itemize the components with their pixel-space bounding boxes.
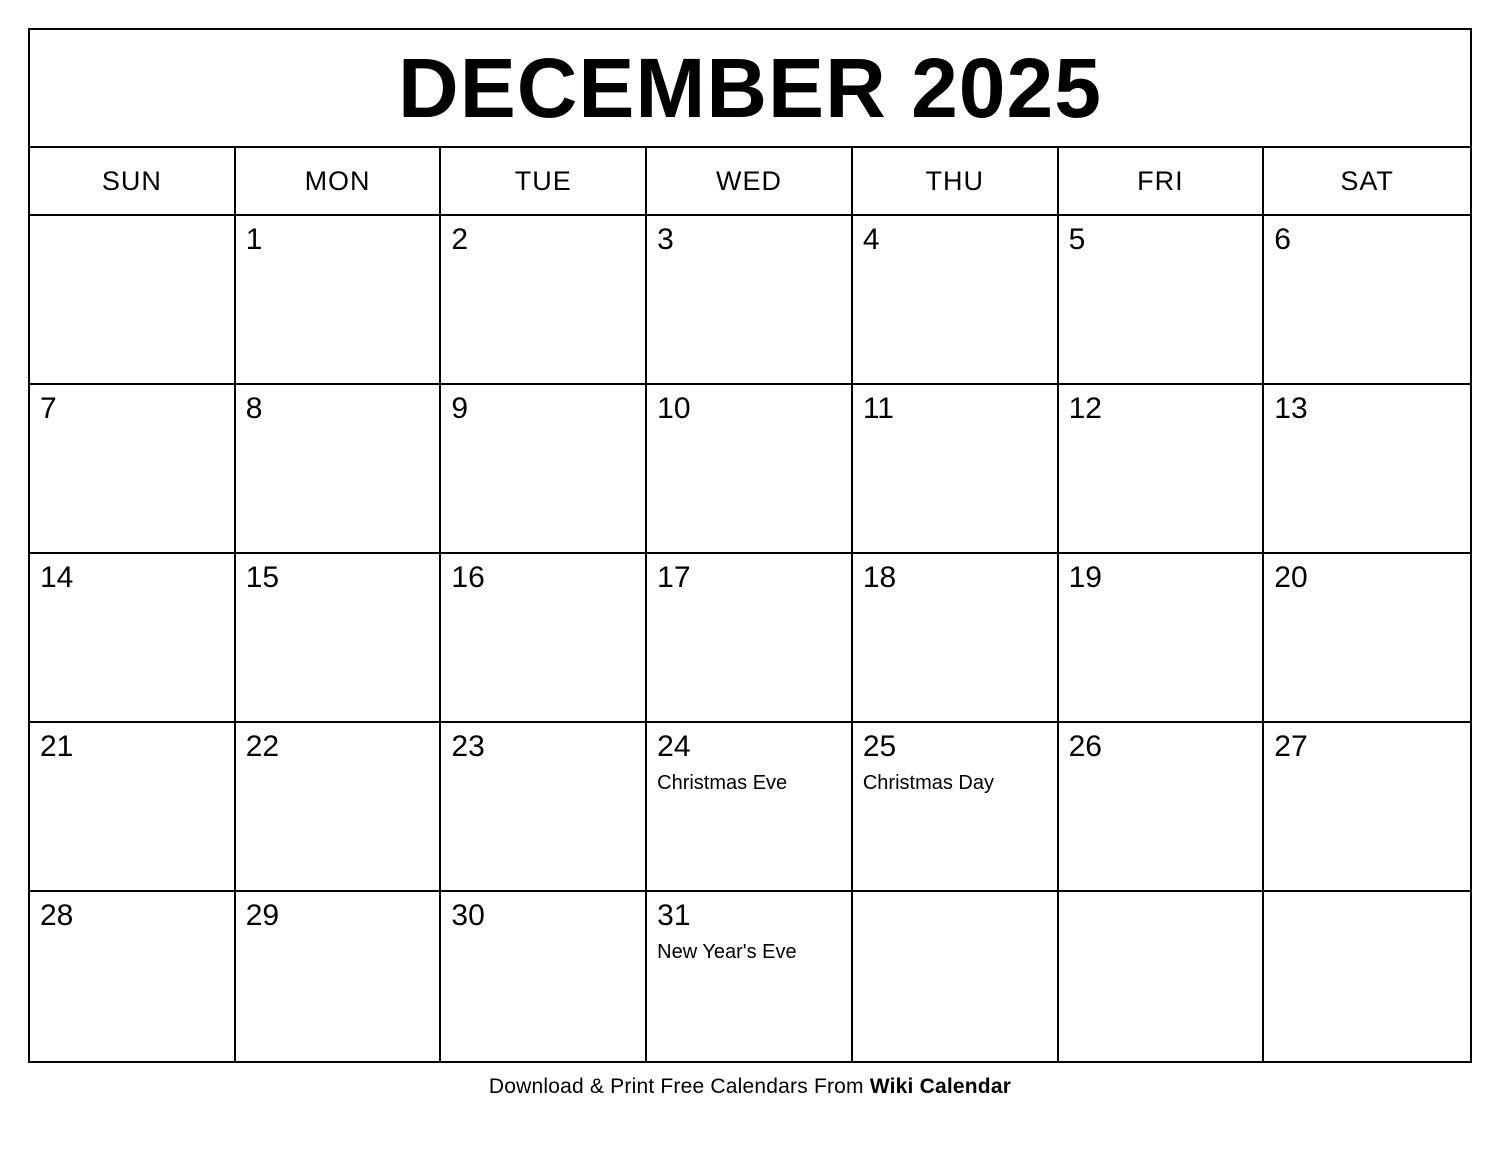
day-cell[interactable]	[1264, 385, 1470, 552]
weekday-header-tue: TUE	[441, 148, 647, 214]
weekday-header-row	[30, 148, 1470, 216]
calendar-grid	[28, 28, 1472, 1063]
day-cell[interactable]	[441, 216, 647, 383]
day-cell[interactable]	[236, 892, 442, 1061]
day-number: 11	[862, 392, 894, 425]
day-number: 30	[451, 899, 485, 932]
day-number: 28	[40, 899, 74, 932]
day-number: 23	[451, 730, 485, 763]
weekday-header-wed: WED	[647, 148, 853, 214]
week-row	[30, 554, 1470, 723]
day-number: 8	[245, 392, 263, 425]
day-event: Christmas Day	[862, 771, 994, 794]
day-cell[interactable]	[236, 385, 442, 552]
day-cell[interactable]	[441, 892, 647, 1061]
day-cell[interactable]	[853, 216, 1059, 383]
weekday-header-sun: SUN	[30, 148, 236, 214]
day-number: 9	[451, 392, 469, 425]
day-cell[interactable]	[647, 385, 853, 552]
day-number: 1	[245, 223, 263, 256]
week-row	[30, 892, 1470, 1061]
day-cell[interactable]	[30, 385, 236, 552]
day-number: 27	[1274, 730, 1308, 763]
day-number: 29	[245, 899, 280, 932]
day-cell[interactable]	[441, 554, 647, 721]
day-number: 22	[245, 730, 280, 763]
day-number: 13	[1274, 392, 1308, 425]
day-number: 31	[657, 899, 691, 932]
day-number: 14	[40, 561, 74, 594]
day-number: 10	[657, 392, 691, 425]
day-number: 26	[1068, 730, 1102, 763]
day-event: New Year's Eve	[657, 940, 797, 963]
day-cell[interactable]	[1059, 216, 1265, 383]
day-cell[interactable]	[853, 723, 1059, 890]
day-number: 12	[1068, 392, 1102, 425]
day-cell[interactable]	[647, 554, 853, 721]
day-cell[interactable]	[853, 385, 1059, 552]
footer-text: Download & Print Free Calendars From	[488, 1075, 870, 1098]
day-cell[interactable]	[441, 385, 647, 552]
day-cell[interactable]	[236, 554, 442, 721]
day-number: 18	[862, 561, 897, 594]
day-cell[interactable]	[853, 892, 1059, 1061]
day-cell[interactable]	[1264, 723, 1470, 890]
day-number: 20	[1274, 561, 1308, 594]
day-number: 3	[657, 223, 674, 256]
day-cell[interactable]	[30, 216, 236, 383]
day-number: 15	[245, 561, 280, 594]
day-number: 5	[1068, 223, 1086, 256]
day-cell[interactable]	[236, 723, 442, 890]
day-cell[interactable]	[1059, 723, 1265, 890]
day-cell[interactable]	[30, 554, 236, 721]
day-cell[interactable]	[1059, 385, 1265, 552]
day-cell[interactable]	[1264, 216, 1470, 383]
weekday-header-thu: THU	[853, 148, 1059, 214]
day-cell[interactable]	[853, 554, 1059, 721]
day-event: Christmas Eve	[657, 771, 788, 794]
day-number: 21	[40, 730, 74, 763]
day-cell[interactable]	[1264, 892, 1470, 1061]
day-number: 19	[1068, 561, 1102, 594]
day-cell[interactable]	[236, 216, 442, 383]
day-number: 2	[451, 223, 469, 256]
day-number: 24	[657, 730, 691, 763]
day-number: 25	[862, 730, 897, 763]
day-number: 6	[1274, 223, 1291, 256]
weekday-header-mon: MON	[236, 148, 442, 214]
day-number: 16	[451, 561, 485, 594]
day-cell[interactable]	[30, 892, 236, 1061]
day-cell[interactable]	[647, 216, 853, 383]
day-number: 7	[40, 392, 57, 425]
day-cell[interactable]	[1059, 554, 1265, 721]
day-cell[interactable]	[647, 892, 853, 1061]
day-cell[interactable]	[1264, 554, 1470, 721]
calendar-title-bar	[30, 30, 1470, 148]
weekday-header-fri: FRI	[1059, 148, 1265, 214]
day-cell[interactable]	[441, 723, 647, 890]
day-number: 4	[862, 223, 880, 256]
day-number: 17	[657, 561, 691, 594]
footer	[28, 1063, 1472, 1099]
week-row	[30, 216, 1470, 385]
week-row	[30, 385, 1470, 554]
weekday-header-sat: SAT	[1340, 165, 1394, 196]
page-title: DECEMBER 2025	[398, 41, 1102, 135]
day-cell[interactable]	[647, 723, 853, 890]
day-cell[interactable]	[1059, 892, 1265, 1061]
footer-brand[interactable]: Wiki Calendar	[869, 1075, 1012, 1098]
week-row	[30, 723, 1470, 892]
day-cell[interactable]	[30, 723, 236, 890]
